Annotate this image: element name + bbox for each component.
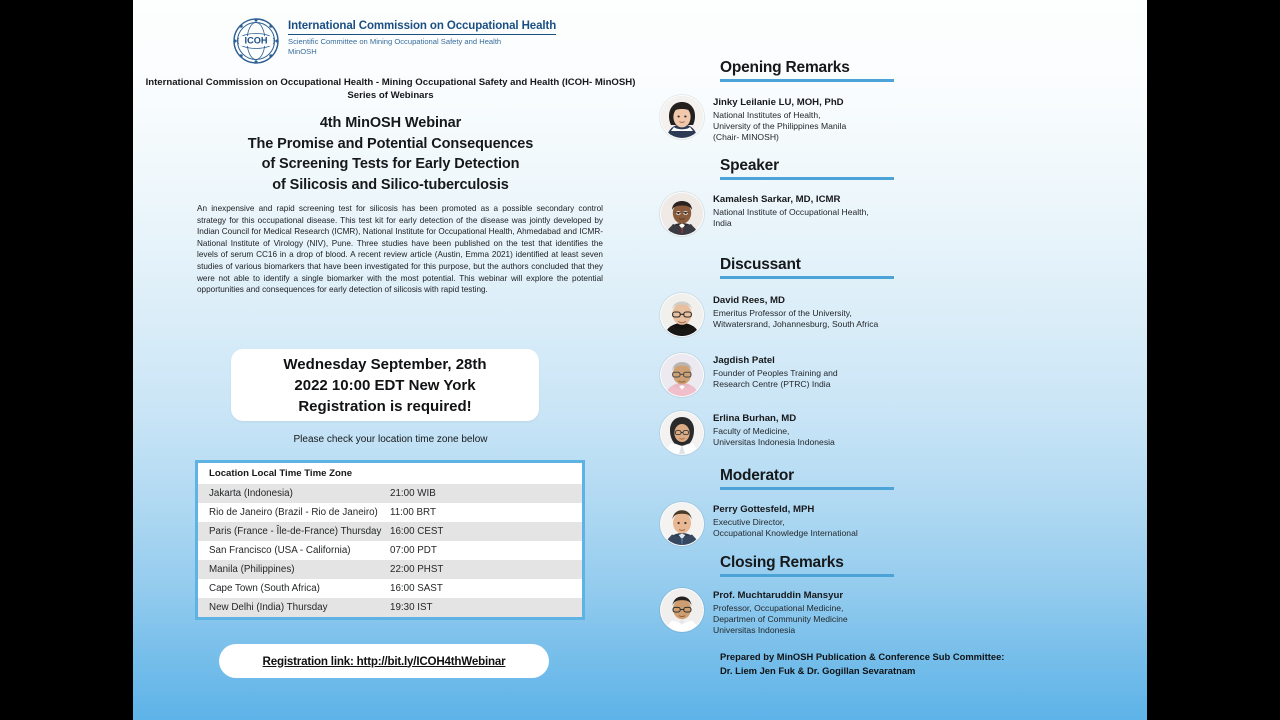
abstract-paragraph: An inexpensive and rapid screening test for silicosis has been promoted as a possible secondary control strategy for this occupational disease. This test kit for early detection of the disease was jointly developed by Indian Council for Medical Research (ICMR), National Institute for Occupational Health, Ahmedabad and ICMR-National Institute of Virology (NIV), Pune. Three studies have been published on the test that identifies the levels of serum CC16 in a drop of blood. A recent review article (Austin, Emma 2021) identified at least seven studies of various biomarkers that have been investigated for this purpose, but the authors concluded that they were not able to identify a single biomarker with the most potential. This webinar will explore the potential opportunities and consequences for early detection of silicosis with rapid testing. [197,204,603,295]
section-discussant [720,255,894,279]
person-discussant-3 [660,411,835,455]
date-line-1: Wednesday September, 28th [283,355,487,373]
person-info-speaker [713,192,869,229]
person-affiliation-2: Research Centre (PTRC) India [713,378,831,389]
table-cell-time: 19:30 IST [390,598,582,617]
icoh-logo-subtitle: Scientific Committee on Mining Occupational Safety and Health [288,37,502,46]
section-title-discussant: Discussant [720,256,801,273]
left-column [133,0,648,720]
person-affiliation-2: University of the Philippines Manila [713,120,847,131]
table-cell-time: 22:00 PHST [390,560,582,579]
person-name: Kamalesh Sarkar, MD, ICMR [713,194,841,205]
organization-line: International Commission on Occupational Health - Mining Occupational Safety and Health (ICOH- MinOSH) Series of Webinars [145,77,636,101]
table-row [198,522,582,541]
avatar-jagdish-patel [660,353,704,397]
table-cell-location: Jakarta (Indonesia) [198,484,390,503]
icoh-logo-text [288,17,556,57]
person-discussant-2 [660,353,838,397]
section-closing-remarks [720,553,894,577]
prepared-line-1: Prepared by MinOSH Publication & Conference Sub Committee: [720,651,1005,662]
section-rule-closing [720,574,894,577]
webinar-title-block [133,113,648,195]
person-name: Erlina Burhan, MD [713,413,797,424]
avatar-perry-gottesfeld [660,502,704,546]
section-rule-discussant [720,276,894,279]
table-cell-location: Cape Town (South Africa) [209,583,320,594]
person-closing-remarks [660,588,848,636]
person-affiliation-1: National Institute of Occupational Health, [713,206,869,217]
avatar-jinky-leilanie-lu [660,95,704,139]
avatar-erlina-burhan [660,411,704,455]
person-discussant-1 [660,293,878,337]
table-cell-time: 21:00 WIB [390,484,582,503]
table-row [198,579,582,598]
avatar-kamalesh-sarkar [660,192,704,236]
person-name: Jagdish Patel [713,355,775,366]
icoh-logo-block [232,17,556,65]
table-row [198,560,582,579]
letterbox-bar-right [1147,0,1280,720]
svg-text:ICOH: ICOH [244,35,268,46]
person-name: David Rees, MD [713,295,785,306]
avatar-david-rees [660,293,704,337]
section-rule-moderator [720,487,894,490]
right-column [648,0,1147,720]
table-cell-time: 16:00 CEST [390,522,582,541]
icoh-logo-subtitle2: MinOSH [288,47,317,56]
icoh-logo-title: International Commission on Occupational Health [288,20,556,35]
person-affiliation-1: Professor, Occupational Medicine, [713,602,844,613]
table-header-row [198,463,582,484]
table-row [198,598,582,617]
section-speaker [720,156,894,180]
webinar-flyer [133,0,1147,720]
person-affiliation-2: Witwatersrand, Johannesburg, South Africa [713,318,879,329]
person-affiliation-1: Faculty of Medicine, [713,425,790,436]
person-affiliation-1: National Institutes of Health, [713,109,821,120]
registration-link-label[interactable]: Registration link: http://bit.ly/ICOH4thWebinar [262,654,506,668]
webinar-number: 4th MinOSH Webinar [319,115,462,131]
person-name: Perry Gottesfeld, MPH [713,504,815,515]
person-opening-remarks [660,95,846,143]
prepared-line-2: Dr. Liem Jen Fuk & Dr. Gogillan Sevaratnam [720,664,916,676]
date-line-3: Registration is required! [298,397,472,415]
section-title-moderator: Moderator [720,467,794,484]
webinar-title-line-3: of Silicosis and Silico-tuberculosis [272,176,509,193]
section-rule-opening [720,79,894,82]
table-cell-location: Rio de Janeiro (Brazil - Rio de Janeiro) [209,507,378,518]
table-row [198,503,582,522]
person-affiliation-2: India [713,217,732,228]
webinar-title-line-2: of Screening Tests for Early Detection [261,156,520,172]
date-time-box [231,349,539,421]
person-info-discussant-3 [713,411,835,448]
registration-link-button[interactable] [219,644,549,678]
table-cell-location: Manila (Philippines) [198,560,390,579]
table-row [198,541,582,560]
person-affiliation-3: (Chair- MINOSH) [713,131,779,142]
person-info-opening [713,95,846,143]
person-affiliation-2: Occupational Knowledge International [713,527,858,538]
person-affiliation-1: Founder of Peoples Training and [713,367,838,378]
person-affiliation-2: Universitas Indonesia Indonesia [713,436,835,447]
table-row [198,484,582,503]
icoh-logo-icon [232,17,280,65]
person-moderator [660,502,858,546]
section-opening-remarks [720,58,894,82]
avatar-muchtaruddin-mansyur [660,588,704,632]
section-rule-speaker [720,177,894,180]
section-title-closing: Closing Remarks [720,554,844,571]
person-info-discussant-2 [713,353,838,390]
table-cell-location: New Delhi (India) Thursday [198,598,390,617]
date-line-2: 2022 10:00 EDT New York [294,376,476,394]
section-moderator [720,466,894,490]
table-cell-time: 16:00 SAST [390,583,443,594]
person-name: Prof. Muchtaruddin Mansyur [713,590,844,601]
person-info-closing [713,588,848,636]
table-cell-time: 11:00 BRT [390,507,436,518]
person-affiliation-1: Emeritus Professor of the University, [713,307,852,318]
person-affiliation-1: Executive Director, [713,516,785,527]
section-title-opening: Opening Remarks [720,59,850,76]
prepared-by-note [720,650,1140,677]
person-affiliation-2: Departmen of Community Medicine [713,613,848,624]
table-header-label: Location Local Time Time Zone [198,463,582,484]
person-affiliation-3: Universitas Indonesia [713,624,796,635]
person-speaker [660,192,869,236]
timezone-table [195,460,585,620]
webinar-title-line-1: The Promise and Potential Consequences [247,135,534,152]
section-title-speaker: Speaker [720,157,779,174]
person-info-moderator [713,502,858,539]
person-info-discussant-1 [713,293,878,330]
person-name: Jinky Leilanie LU, MOH, PhD [713,97,844,108]
timezone-note: Please check your location time zone below [293,434,488,445]
letterbox-bar-left [0,0,133,720]
table-cell-time: 07:00 PDT [390,545,437,556]
table-cell-location: Paris (France - Île-de-France) Thursday [198,522,390,541]
table-cell-location: San Francisco (USA - California) [209,545,351,556]
